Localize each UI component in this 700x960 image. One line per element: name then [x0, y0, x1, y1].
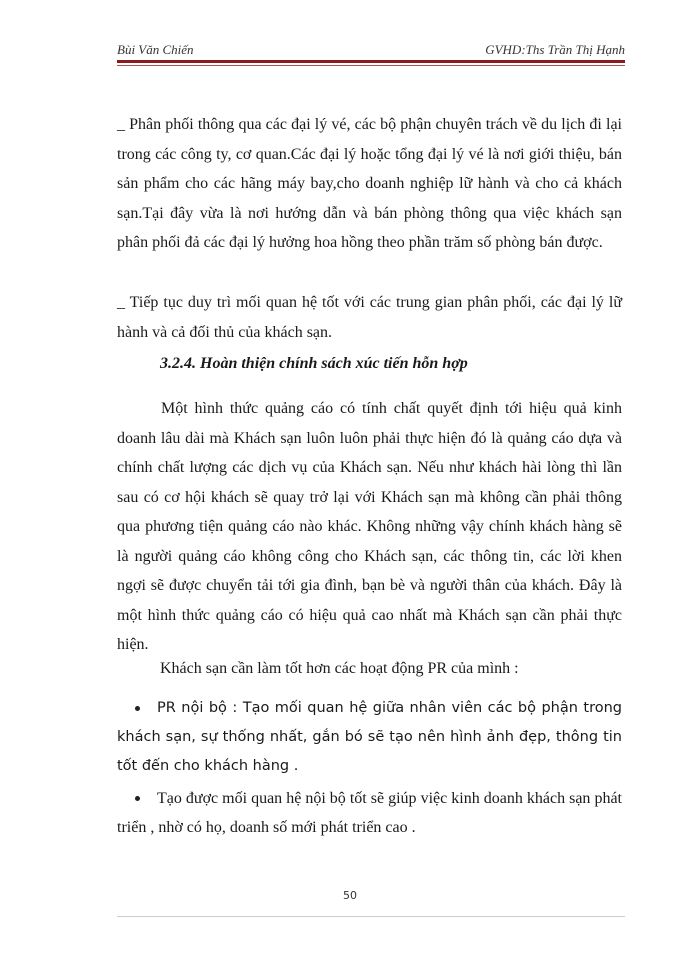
page-number: 50 — [343, 889, 357, 902]
bullet-text: Tạo được mối quan hệ nội bộ tốt sẽ giúp việc kinh doanh khách sạn phát triển , nhờ có họ, doanh số mới phát triển cao . — [117, 790, 622, 836]
header-author: Bùi Văn Chiến — [117, 42, 194, 57]
paragraph-advertising: Một hình thức quảng cáo có tính chất quyết định tới hiệu quả kinh doanh lâu dài mà Khách sạn luôn luôn phải thực hiện đó là quảng cáo dựa và chính chất lượng các dịch vụ của Khách sạn. Nếu như khách hài lòng thì lần sau có cơ hội khách sẽ quay trở lại với Khách sạn mà không cần phải thông qua phương tiện quảng cáo nào khác. Không những vậy chính khách hàng sẽ là người quảng cáo không công cho Khách sạn, các thông tin, các lời khen ngợi sẽ được chuyển tải tới gia đình, bạn bè và người thân của khách. Đây là một hình thức quảng cáo có hiệu quả cao nhất mà Khách sạn cần phải thực hiện. — [117, 400, 622, 653]
bullet-item-internal-relations — [117, 784, 622, 842]
footer-rule — [117, 916, 625, 917]
header-rule-thin — [117, 65, 625, 66]
bullet-text: PR nội bộ : Tạo mối quan hệ giữa nhân viên các bộ phận trong khách sạn, sự thống nhất, gắn bó sẽ tạo nên hình ảnh đẹp, thông tin tốt đến cho khách hàng . — [117, 700, 622, 774]
header-rule-thick — [117, 60, 625, 63]
paragraph-distribution-agents: _ Phân phối thông qua các đại lý vé, các bộ phận chuyên trách về du lịch đi lại trong các công ty, cơ quan.Các đại lý hoặc tổng đại lý vé là nơi giới thiệu, bán sản phẩm cho các hãng máy bay,cho doanh nghiệp lữ hành và cho cả khách sạn.Tại đây vừa là nơi hướng dẫn và bán phòng thông qua việc khách sạn phân phối đả các đại lý hưởng hoa hồng theo phần trăm số phòng bán được. — [117, 116, 622, 251]
header-advisor: GVHD:Ths Trần Thị Hạnh — [485, 42, 625, 57]
paragraph-maintain-relations: _ Tiếp tục duy trì mối quan hệ tốt với các trung gian phân phối, các đại lý lữ hành và cả đối thủ của khách sạn. — [117, 294, 622, 341]
bullet-item-internal-pr — [117, 694, 622, 781]
paragraph-pr-intro: Khách sạn cần làm tốt hơn các hoạt động PR của mình : — [160, 660, 519, 677]
page-header — [117, 42, 625, 62]
bullet-icon — [135, 796, 140, 801]
bullet-icon — [135, 706, 140, 711]
section-heading: 3.2.4. Hoàn thiện chính sách xúc tiến hỗn hợp — [160, 355, 468, 372]
